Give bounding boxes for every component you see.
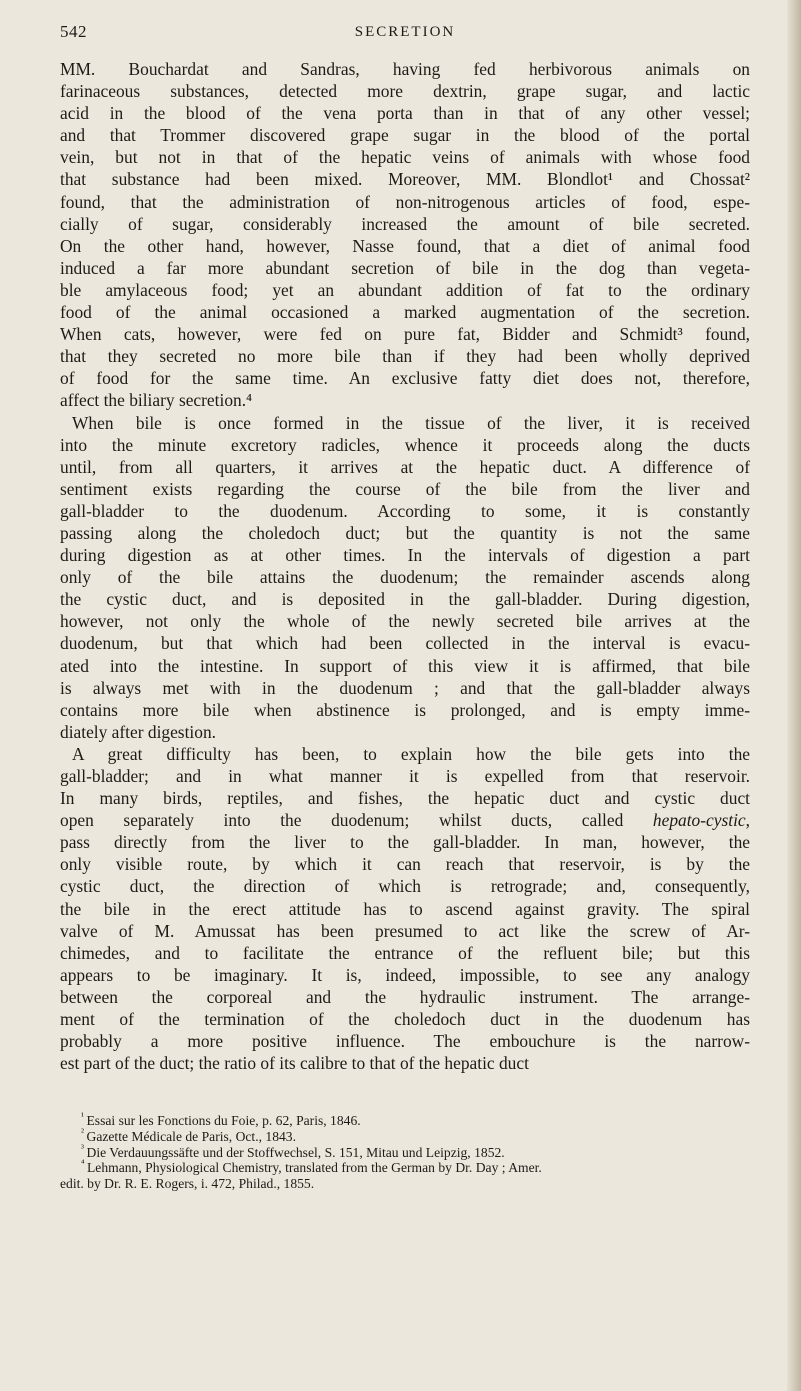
text-line: chimedes, and to facilitate the entrance of the refluent bile; but this [60, 942, 750, 963]
text-line: the cystic duct, and is deposited in the gall-bladder. During digestion, [60, 589, 750, 610]
text-line: When bile is once formed in the tissue of the liver, it is received [72, 412, 750, 433]
text-line: cystic duct, the direction of which is retrograde; and, consequently, [60, 876, 750, 897]
text-line: On the other hand, however, Nasse found, that a diet of animal food [60, 235, 750, 256]
page-edge-shadow [787, 0, 801, 1391]
text-line: pass directly from the liver to the gall-bladder. In man, however, the [60, 832, 750, 853]
text-line: In many birds, reptiles, and fishes, the hepatic duct and cystic duct [60, 788, 750, 809]
footnote: edit. by Dr. R. E. Rogers, i. 472, Philad., 1855. [60, 1176, 315, 1192]
text-line: contains more bile when abstinence is prolonged, and is empty imme- [60, 699, 750, 720]
footnote: $^{^4}$ Lehmann, Physiological Chemistry, translated from the German by Dr. Day ; Amer. [81, 1158, 542, 1176]
text-line: only visible route, by which it can reach that reservoir, is by the [60, 854, 750, 875]
footnote: $^{^2}$ Gazette Médicale de Paris, Oct., 1843. [81, 1126, 296, 1144]
text-line: open separately into the duodenum; whilst ducts, called hepato-cystic, [60, 810, 750, 831]
text-line: however, not only the whole of the newly secreted bile arrives at the [60, 611, 750, 632]
text-line: that they secreted no more bile than if they had been wholly deprived [60, 346, 750, 367]
body-text [60, 58, 750, 1074]
text-line: cially of sugar, considerably increased the amount of bile secreted. [60, 213, 750, 234]
text-line: acid in the blood of the vena porta than in that of any other vessel; [60, 103, 750, 124]
text-line: duodenum, but that which had been collected in the interval is evacu- [60, 633, 750, 654]
paragraph [60, 412, 750, 743]
text-line: into the minute excretory radicles, whence it proceeds along the ducts [60, 434, 750, 455]
footnote-mark: ¹ [81, 1111, 87, 1122]
footnote-mark: ³ [81, 1142, 87, 1154]
text-line: that substance had been mixed. Moreover, MM. Blondlot¹ and Chossat² [60, 169, 750, 190]
text-line: the bile in the erect attitude has to ascend against gravity. The spiral [60, 898, 750, 919]
text-line: ble amylaceous food; yet an abundant addition of fat to the ordinary [60, 279, 750, 300]
text-line: A great difficulty has been, to explain how the bile gets into the [72, 743, 750, 764]
text-line: probably a more positive influence. The embouchure is the narrow- [60, 1031, 750, 1052]
text-line: between the corporeal and the hydraulic instrument. The arrange- [60, 986, 750, 1007]
text-line: and that Trommer discovered grape sugar in the blood of the portal [60, 125, 750, 146]
page-header [60, 22, 750, 52]
running-title: SECRETION [354, 24, 456, 40]
text-line: ated into the intestine. In support of this view it is affirmed, that bile [60, 655, 750, 676]
text-line: found, that the administration of non-nitrogenous articles of food, espe- [60, 191, 750, 212]
footnotes [60, 1113, 750, 1192]
footnote: $^{^1}$ Essai sur les Fonctions du Foie, p. 62, Paris, 1846. [81, 1111, 361, 1128]
text-line: gall-bladder; and in what manner it is expelled from that reservoir. [60, 766, 750, 786]
text-line: affect the biliary secretion.⁴ [60, 390, 253, 411]
text-line: passing along the choledoch duct; but the quantity is not the same [60, 522, 750, 543]
text-line: of food for the same time. An exclusive fatty diet does not, therefore, [60, 368, 750, 389]
paragraph [60, 743, 750, 1074]
text-line: only of the bile attains the duodenum; the remainder ascends along [60, 567, 750, 588]
text-line: diately after digestion. [60, 721, 216, 742]
text-line: When cats, however, were fed on pure fat, Bidder and Schmidt³ found, [60, 324, 750, 345]
text-line: during digestion as at other times. In the intervals of digestion a part [60, 545, 750, 566]
text-line: valve of M. Amussat has been presumed to act like the screw of Ar- [60, 920, 750, 941]
text-line: farinaceous substances, detected more dextrin, grape sugar, and lactic [60, 81, 750, 102]
text-line: vein, but not in that of the hepatic veins of animals with whose food [60, 147, 750, 168]
text-line: until, from all quarters, it arrives at the hepatic duct. A difference of [60, 456, 750, 477]
text-line: est part of the duct; the ratio of its calibre to that of the hepatic duct [60, 1053, 529, 1074]
page-number: 542 [60, 22, 87, 41]
text-line: MM. Bouchardat and Sandras, having fed herbivorous animals on [60, 59, 750, 79]
footnote: $^{^3}$ Die Verdauungssäfte und der Stoffwechsel, S. 151, Mitau und Leipzig, 1852. [81, 1142, 505, 1160]
footnote-mark: ² [81, 1126, 87, 1138]
text-line: induced a far more abundant secretion of bile in the dog than vegeta- [60, 257, 750, 278]
footnote-mark: ⁴ [81, 1158, 87, 1170]
text-line: sentiment exists regarding the course of the bile from the liver and [60, 478, 750, 499]
paragraph [60, 58, 750, 412]
text-line: food of the animal occasioned a marked augmentation of the secretion. [60, 302, 750, 323]
text-line: appears to be imaginary. It is, indeed, impossible, to see any analogy [60, 964, 750, 985]
text-line: is always met with in the duodenum ; and that the gall-bladder always [60, 677, 750, 698]
text-line: gall-bladder to the duodenum. According to some, it is constantly [60, 500, 750, 521]
text-line: ment of the termination of the choledoch duct in the duodenum has [60, 1009, 750, 1030]
